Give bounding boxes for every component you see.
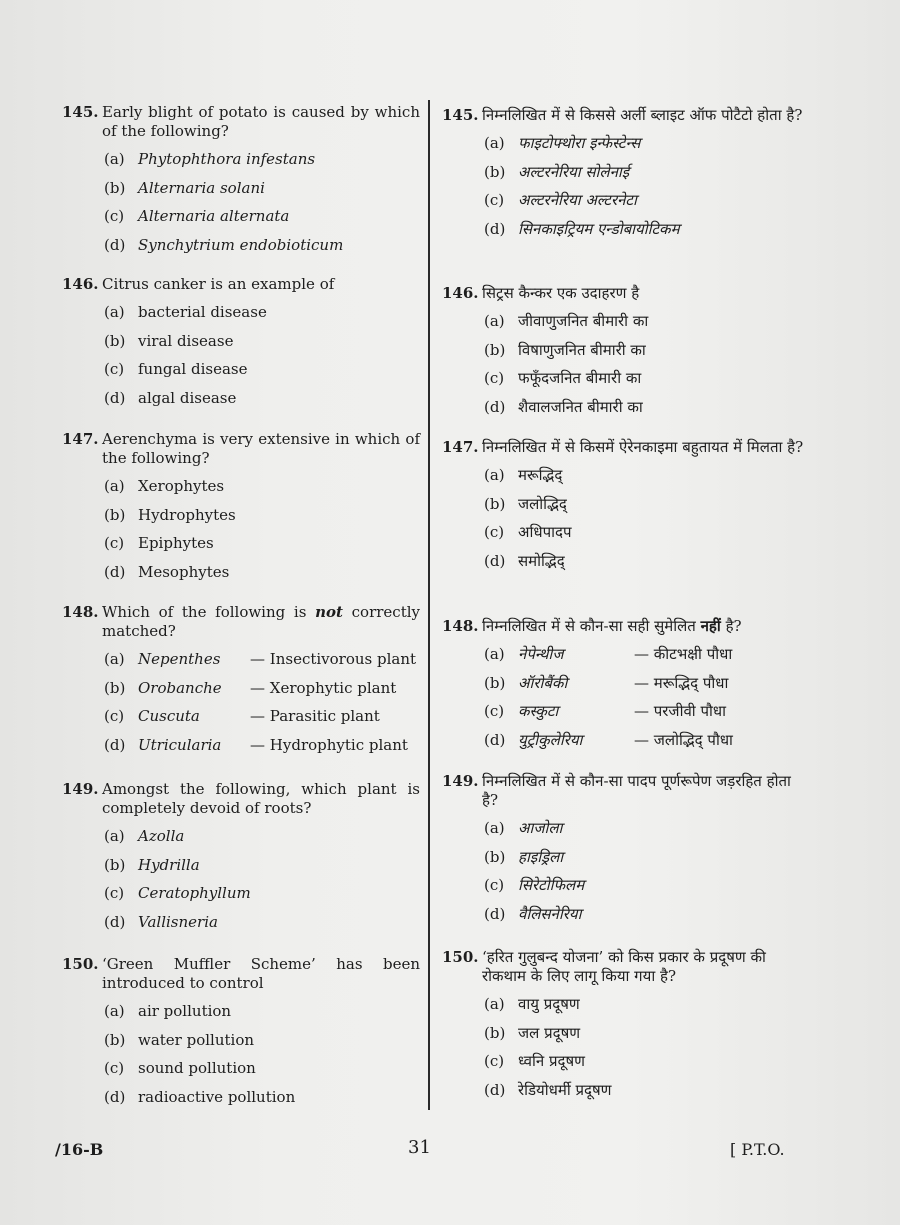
option-b	[440, 1024, 810, 1042]
option-label: (c)	[104, 707, 125, 725]
option-d	[440, 905, 810, 923]
option-term: Cuscuta	[138, 707, 200, 725]
question-149-en	[60, 780, 420, 941]
option-label: (c)	[104, 534, 125, 552]
option-match: परजीवी पौधा	[653, 702, 726, 720]
option-label: (c)	[484, 702, 505, 720]
question-number: 147.	[442, 438, 479, 456]
question-148-en	[60, 603, 420, 764]
option-label: (b)	[104, 855, 126, 874]
option-label: (a)	[484, 312, 505, 330]
emphasis-word: not	[315, 603, 343, 621]
option-a	[440, 466, 810, 484]
option-b	[440, 163, 810, 181]
option-text: फाइटोफ्थोरा इन्फेस्टेन्स	[518, 134, 641, 152]
option-text: अल्टरनेरिया अल्टरनेटा	[518, 191, 637, 209]
question-text-tail: है?	[720, 617, 742, 635]
dash: —	[250, 678, 265, 697]
option-text: Azolla	[138, 827, 185, 845]
question-stem	[60, 780, 420, 818]
option-label: (d)	[484, 904, 506, 923]
option-label: (d)	[484, 219, 506, 238]
option-label: (d)	[104, 235, 126, 254]
option-b	[440, 341, 810, 359]
question-number: 145.	[442, 106, 479, 124]
option-b	[440, 495, 810, 513]
option-text: सिरेटोफिलम	[518, 876, 585, 894]
option-label: (d)	[104, 1087, 126, 1106]
option-text: Hydrophytes	[138, 505, 236, 524]
option-d	[440, 1081, 810, 1099]
question-text: ‘हरित गुलुबन्द योजना’ को किस प्रकार के प्रदूषण की रोकथाम के लिए लागू किया गया है?	[482, 948, 766, 985]
option-label: (a)	[484, 995, 505, 1013]
option-label: (c)	[104, 1059, 125, 1077]
option-label: (c)	[104, 207, 125, 225]
option-d	[60, 236, 420, 254]
option-d	[60, 736, 420, 754]
option-a	[60, 477, 420, 495]
question-text: निम्नलिखित में से किसमें ऐरेनकाइमा बहुतायत में मिलता है?	[482, 438, 804, 456]
option-text: Hydrilla	[138, 855, 200, 874]
option-label: (d)	[484, 397, 506, 416]
option-label: (a)	[484, 645, 505, 663]
question-text: Early blight of potato is caused by which of the following?	[102, 103, 420, 140]
options-list	[60, 477, 420, 581]
question-text: Amongst the following, which plant is completely devoid of roots?	[102, 780, 420, 817]
option-d	[60, 1088, 420, 1106]
option-d	[440, 220, 810, 238]
option-term: कस्कुटा	[518, 702, 559, 720]
option-text: आजोला	[518, 819, 563, 837]
dash: —	[634, 673, 649, 692]
option-term: नेपेन्थीज	[518, 645, 564, 663]
option-c	[440, 876, 810, 894]
option-label: (c)	[104, 360, 125, 378]
emphasis-word: नहीं	[700, 617, 721, 635]
option-label: (a)	[484, 134, 505, 152]
option-text: जल प्रदूषण	[518, 1023, 581, 1042]
option-c	[440, 523, 810, 541]
option-c	[60, 360, 420, 378]
option-c	[60, 707, 420, 725]
column-divider	[428, 100, 430, 1110]
option-c	[440, 369, 810, 387]
option-text: radioactive pollution	[138, 1087, 296, 1106]
option-text: Synchytrium endobioticum	[138, 235, 344, 254]
option-match: Hydrophytic plant	[269, 735, 408, 754]
option-label: (d)	[104, 735, 126, 754]
option-term: Orobanche	[138, 678, 222, 697]
option-term: Utricularia	[138, 735, 222, 754]
option-text: water pollution	[138, 1030, 255, 1049]
option-text: Ceratophyllum	[138, 884, 251, 902]
question-147-en	[60, 430, 420, 591]
option-a	[440, 819, 810, 837]
pto-label: [ P.T.O.	[730, 1140, 785, 1159]
option-c	[440, 1052, 810, 1070]
options-list	[60, 827, 420, 931]
question-145-hi	[440, 106, 810, 248]
option-term: Nepenthes	[138, 650, 221, 668]
option-label: (a)	[104, 477, 125, 495]
option-term: ऑरोबैंकी	[518, 673, 568, 692]
option-text: algal disease	[138, 388, 237, 407]
option-b	[60, 506, 420, 524]
options-list	[440, 819, 810, 923]
option-text: Epiphytes	[138, 534, 214, 552]
option-text: viral disease	[138, 331, 234, 350]
options-list	[60, 1002, 420, 1106]
options-list	[440, 995, 810, 1099]
question-stem	[440, 617, 810, 636]
option-label: (c)	[484, 876, 505, 894]
option-label: (c)	[484, 1052, 505, 1070]
question-text: निम्नलिखित में से किससे अर्ली ब्लाइट ऑफ पोटैटो होता है?	[482, 106, 803, 124]
option-label: (b)	[104, 678, 126, 697]
option-c	[60, 534, 420, 552]
question-stem	[440, 948, 810, 986]
option-match: मरूद्भिद् पौधा	[653, 673, 729, 692]
option-label: (a)	[104, 150, 125, 168]
option-text: sound pollution	[138, 1059, 256, 1077]
option-label: (b)	[484, 673, 506, 692]
option-match: Parasitic plant	[269, 707, 380, 725]
option-text: Xerophytes	[138, 477, 225, 495]
dash: —	[634, 730, 649, 749]
option-match: Xerophytic plant	[269, 678, 397, 697]
question-stem	[440, 438, 810, 457]
question-145-en	[60, 103, 420, 264]
option-a	[60, 827, 420, 845]
question-146-hi	[440, 284, 810, 426]
option-a	[60, 650, 420, 668]
option-c	[60, 1059, 420, 1077]
option-a	[60, 303, 420, 321]
question-stem	[60, 275, 420, 294]
option-text: bacterial disease	[138, 303, 267, 321]
option-label: (d)	[484, 730, 506, 749]
option-d	[60, 389, 420, 407]
option-b	[60, 679, 420, 697]
question-text: निम्नलिखित में से कौन-सा पादप पूर्णरूपेण जड़रहित होता है?	[482, 772, 791, 809]
option-match: Insectivorous plant	[269, 650, 417, 668]
option-label: (a)	[104, 303, 125, 321]
question-number: 146.	[442, 284, 479, 302]
option-a	[60, 150, 420, 168]
option-text: Alternaria solani	[138, 178, 265, 197]
question-stem	[440, 772, 810, 810]
option-label: (c)	[484, 191, 505, 209]
option-text: अल्टरनेरिया सोलेनाई	[518, 162, 630, 181]
question-number: 147.	[62, 430, 99, 448]
option-match: कीटभक्षी पौधा	[653, 645, 733, 663]
option-label: (a)	[484, 819, 505, 837]
option-text: वायु प्रदूषण	[518, 995, 580, 1013]
option-label: (c)	[484, 369, 505, 387]
option-text: फफूँदजनित बीमारी का	[518, 369, 642, 387]
question-stem	[60, 103, 420, 141]
options-list	[60, 303, 420, 407]
question-150-hi	[440, 948, 810, 1109]
option-label: (b)	[104, 1030, 126, 1049]
option-d	[440, 398, 810, 416]
option-text: Alternaria alternata	[138, 207, 290, 225]
option-text: fungal disease	[138, 360, 248, 378]
option-label: (b)	[104, 505, 126, 524]
options-list	[440, 645, 810, 749]
option-c	[440, 191, 810, 209]
options-list	[440, 312, 810, 416]
option-text: air pollution	[138, 1002, 232, 1020]
option-d	[60, 563, 420, 581]
option-a	[440, 995, 810, 1013]
question-stem	[440, 284, 810, 303]
question-148-hi	[440, 617, 810, 759]
question-text: Citrus canker is an example of	[102, 275, 335, 293]
dash: —	[634, 645, 649, 663]
option-b	[60, 856, 420, 874]
question-text: Aerenchyma is very extensive in which of the following?	[102, 430, 420, 467]
dash: —	[250, 707, 265, 725]
option-text: हाइड्रिला	[518, 847, 564, 866]
option-c	[440, 702, 810, 720]
option-label: (c)	[104, 884, 125, 902]
option-label: (a)	[104, 827, 125, 845]
option-text: समोद्भिद्	[518, 551, 565, 570]
question-number: 149.	[62, 780, 99, 798]
question-text: ‘Green Muffler Scheme’ has been introduced to control	[102, 955, 420, 992]
option-c	[60, 207, 420, 225]
question-stem	[440, 106, 810, 125]
question-number: 149.	[442, 772, 479, 790]
options-list	[440, 134, 810, 238]
dash: —	[250, 650, 265, 668]
option-label: (b)	[484, 1023, 506, 1042]
options-list	[60, 650, 420, 754]
option-label: (d)	[484, 551, 506, 570]
option-label: (b)	[104, 331, 126, 350]
option-text: जलोद्भिद्	[518, 494, 567, 513]
option-label: (d)	[104, 912, 126, 931]
option-label: (b)	[484, 847, 506, 866]
option-b	[440, 674, 810, 692]
option-text: शैवालजनित बीमारी का	[518, 397, 643, 416]
option-d	[440, 552, 810, 570]
question-number: 150.	[442, 948, 479, 966]
option-a	[60, 1002, 420, 1020]
dash: —	[634, 702, 649, 720]
options-list	[60, 150, 420, 254]
booklet-code: /16-B	[55, 1140, 104, 1159]
option-text: Mesophytes	[138, 562, 230, 581]
option-label: (b)	[484, 340, 506, 359]
option-text: अधिपादप	[518, 523, 572, 541]
option-label: (b)	[104, 178, 126, 197]
option-label: (a)	[484, 466, 505, 484]
option-text: जीवाणुजनित बीमारी का	[518, 312, 649, 330]
option-text: Vallisneria	[138, 912, 218, 931]
question-stem	[60, 430, 420, 468]
option-label: (d)	[104, 388, 126, 407]
question-number: 146.	[62, 275, 99, 293]
question-text: निम्नलिखित में से कौन-सा सही सुमेलित	[482, 617, 701, 635]
option-label: (b)	[484, 494, 506, 513]
option-text: Phytophthora infestans	[138, 150, 316, 168]
question-number: 148.	[62, 603, 99, 621]
option-c	[60, 884, 420, 902]
option-a	[440, 134, 810, 152]
question-147-hi	[440, 438, 810, 580]
option-d	[60, 913, 420, 931]
option-match: जलोद्भिद् पौधा	[653, 730, 733, 749]
option-label: (c)	[484, 523, 505, 541]
page-number: 31	[408, 1137, 431, 1158]
question-150-en	[60, 955, 420, 1116]
question-146-en	[60, 275, 420, 417]
question-stem	[60, 955, 420, 993]
options-list	[440, 466, 810, 570]
option-a	[440, 312, 810, 330]
option-label: (a)	[104, 1002, 125, 1020]
question-stem	[60, 603, 420, 641]
question-text: सिट्रस कैन्कर एक उदाहरण है	[482, 284, 640, 302]
question-149-hi	[440, 772, 810, 933]
option-text: ध्वनि प्रदूषण	[518, 1052, 585, 1070]
option-term: युट्रीकुलेरिया	[518, 730, 583, 749]
question-text: Which of the following is	[102, 603, 316, 621]
option-label: (d)	[484, 1080, 506, 1099]
option-text: वैलिसनेरिया	[518, 904, 582, 923]
question-number: 148.	[442, 617, 479, 635]
option-b	[440, 848, 810, 866]
option-text: मरूद्भिद्	[518, 466, 563, 484]
option-text: विषाणुजनित बीमारी का	[518, 340, 646, 359]
option-label: (d)	[104, 562, 126, 581]
option-text: रेडियोधर्मी प्रदूषण	[518, 1080, 612, 1099]
question-number: 150.	[62, 955, 99, 973]
option-text: सिनकाइट्रियम एन्डोबायोटिकम	[518, 219, 680, 238]
option-b	[60, 1031, 420, 1049]
option-b	[60, 179, 420, 197]
option-label: (b)	[484, 162, 506, 181]
option-a	[440, 645, 810, 663]
option-label: (a)	[104, 650, 125, 668]
question-number: 145.	[62, 103, 99, 121]
dash: —	[250, 735, 265, 754]
option-b	[60, 332, 420, 350]
question-text-tail: correctly matched?	[102, 603, 421, 640]
option-d	[440, 731, 810, 749]
